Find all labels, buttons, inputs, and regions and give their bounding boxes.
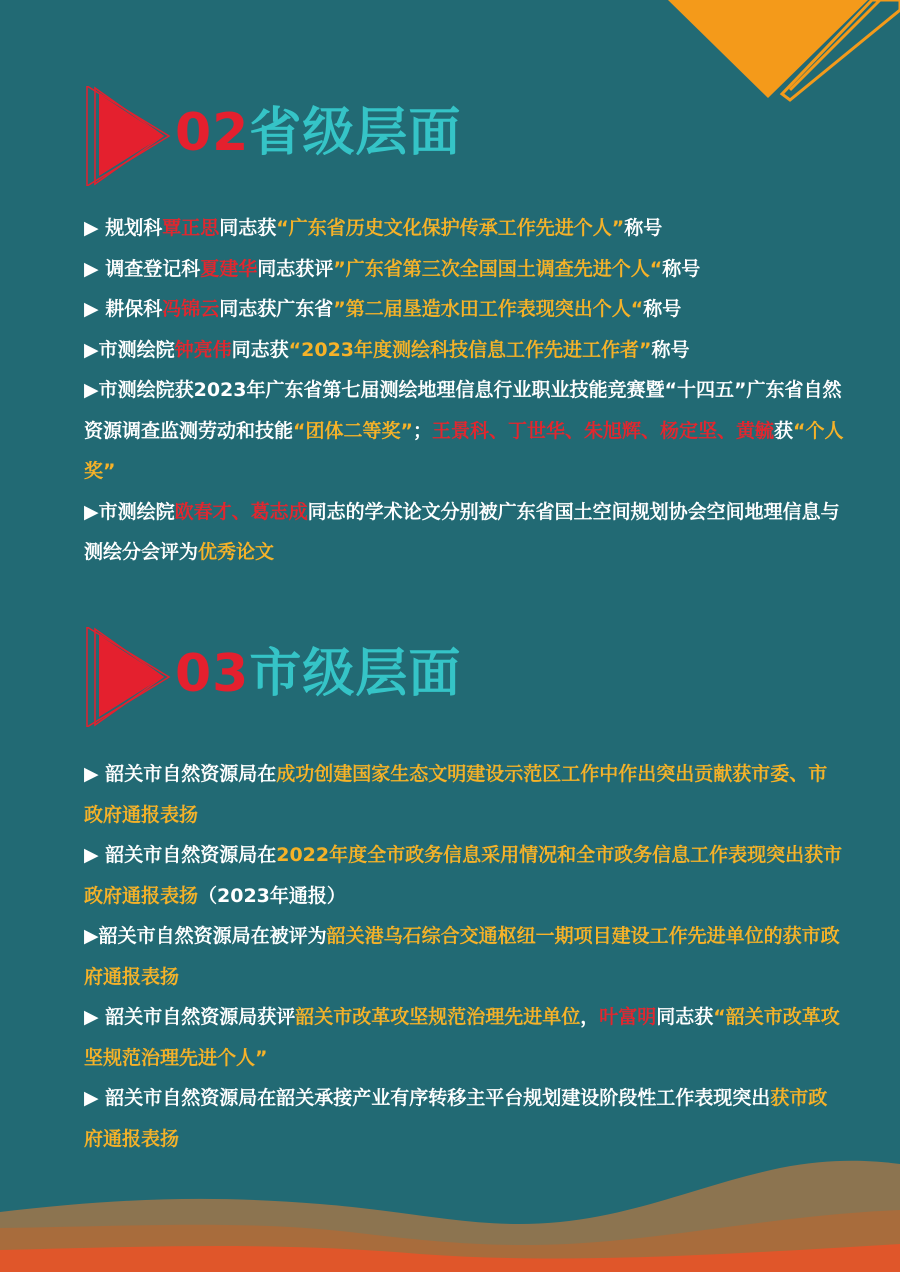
list-item bbox=[84, 997, 844, 1078]
corner-outline-shape bbox=[782, 0, 900, 100]
text-segment: 成功创建国家生态文明建设示范区工作中作出突出贡献获市委、市政府通报表扬 bbox=[84, 763, 828, 826]
text-segment: ▶ 韶关市自然资源局在 bbox=[84, 844, 277, 866]
text-segment: “个人奖” bbox=[84, 419, 844, 482]
section-title-text: 省级层面 bbox=[249, 103, 462, 163]
list-item bbox=[84, 1078, 844, 1159]
list-item bbox=[84, 330, 844, 371]
text-segment: 韶关市改革攻坚规范治理先进单位 bbox=[295, 1006, 581, 1028]
text-segment: 同志获评 bbox=[257, 257, 334, 280]
text-segment: ▶ 韶关市自然资源局在 bbox=[84, 763, 277, 785]
text-segment: 称号 bbox=[643, 298, 682, 320]
text-segment: ”广东省第三次全国国土调查先进个人“ bbox=[333, 257, 663, 280]
text-segment: ， bbox=[580, 1006, 600, 1028]
list-item bbox=[84, 370, 844, 492]
corner-outline bbox=[790, 0, 880, 90]
list-item bbox=[84, 916, 844, 997]
text-segment: 钟亮伟 bbox=[174, 338, 232, 361]
section-header-municipal bbox=[85, 627, 585, 727]
text-segment: ▶ 韶关市自然资源局获评 bbox=[84, 1006, 296, 1028]
section-number: 02 bbox=[175, 103, 250, 163]
section-title bbox=[175, 643, 461, 705]
text-segment: 同志获广东省 bbox=[219, 298, 334, 320]
text-segment: 称号 bbox=[651, 338, 690, 361]
play-triangle-icon bbox=[85, 627, 175, 727]
text-segment: ▶韶关市自然资源局在被评为 bbox=[84, 925, 327, 947]
text-segment: ▶ 规划科 bbox=[84, 217, 163, 239]
list-item bbox=[84, 492, 844, 573]
text-segment: 称号 bbox=[624, 217, 663, 239]
text-segment: 同志获 bbox=[231, 338, 289, 361]
provincial-items bbox=[84, 208, 844, 573]
text-segment: ▶市测绘院获2023年广东省第七届测绘地理信息行业职业技能竞赛暨“十四五”广东省自然资源调查监测劳动和技能 bbox=[84, 379, 842, 442]
text-segment: 韶关港乌石综合交通枢纽一期项目建设工作先进单位的获市政府通报表扬 bbox=[84, 925, 840, 988]
text-segment: ▶ 耕保科 bbox=[84, 298, 163, 320]
wave-middle bbox=[0, 1210, 900, 1272]
text-segment: 欧春才、葛志成 bbox=[174, 500, 308, 523]
text-segment: 覃正思 bbox=[162, 217, 220, 239]
list-item bbox=[84, 289, 844, 330]
municipal-items bbox=[84, 754, 844, 1159]
text-segment: ▶市测绘院 bbox=[84, 338, 175, 361]
text-segment: ▶ 调查登记科 bbox=[84, 257, 201, 280]
text-segment: 优秀论文 bbox=[198, 541, 275, 563]
text-segment: 2022年度全市政务信息采用情况和全市政务信息工作表现突出获市政府通报表扬 bbox=[84, 844, 843, 907]
text-segment: “韶关市改革攻坚规范治理先进个人” bbox=[84, 1006, 840, 1069]
wave-back bbox=[0, 1161, 900, 1272]
text-segment: 称号 bbox=[662, 257, 701, 280]
section-header-provincial bbox=[85, 86, 585, 186]
list-item bbox=[84, 754, 844, 835]
text-segment: 获 bbox=[774, 419, 794, 442]
text-segment: 夏建华 bbox=[200, 257, 258, 280]
list-item bbox=[84, 249, 844, 290]
corner-triangle bbox=[668, 0, 868, 98]
text-segment: 获市政府通报表扬 bbox=[84, 1087, 828, 1150]
list-item bbox=[84, 208, 844, 249]
section-title-text: 市级层面 bbox=[249, 644, 462, 704]
section-number: 03 bbox=[175, 644, 250, 704]
text-segment: ▶ 韶关市自然资源局在韶关承接产业有序转移主平台规划建设阶段性工作表现突出 bbox=[84, 1087, 771, 1109]
text-segment: “广东省历史文化保护传承工作先进个人” bbox=[276, 217, 625, 239]
text-segment: “团体二等奖” bbox=[293, 419, 413, 442]
text-segment: ； bbox=[413, 419, 433, 442]
text-segment: 王景科、丁世华、朱旭辉、杨定坚、黄毓 bbox=[432, 419, 775, 442]
text-segment: 叶富明 bbox=[599, 1006, 657, 1028]
section-title bbox=[175, 102, 461, 164]
text-segment: ▶市测绘院 bbox=[84, 500, 175, 523]
text-segment: 同志获 bbox=[219, 217, 277, 239]
wave-front bbox=[0, 1244, 900, 1272]
text-segment: 同志获 bbox=[656, 1006, 714, 1028]
list-item bbox=[84, 835, 844, 916]
text-segment: “2023年度测绘科技信息工作先进工作者” bbox=[288, 338, 652, 361]
play-triangle-icon bbox=[85, 86, 175, 186]
text-segment: （2023年通报） bbox=[198, 884, 346, 907]
text-segment: 冯锦云 bbox=[162, 298, 220, 320]
text-segment: 同志的学术论文分别被广东省国土空间规划协会空间地理信息与测绘分会评为 bbox=[84, 500, 840, 563]
text-segment: ”第二届垦造水田工作表现突出个人“ bbox=[333, 298, 644, 320]
